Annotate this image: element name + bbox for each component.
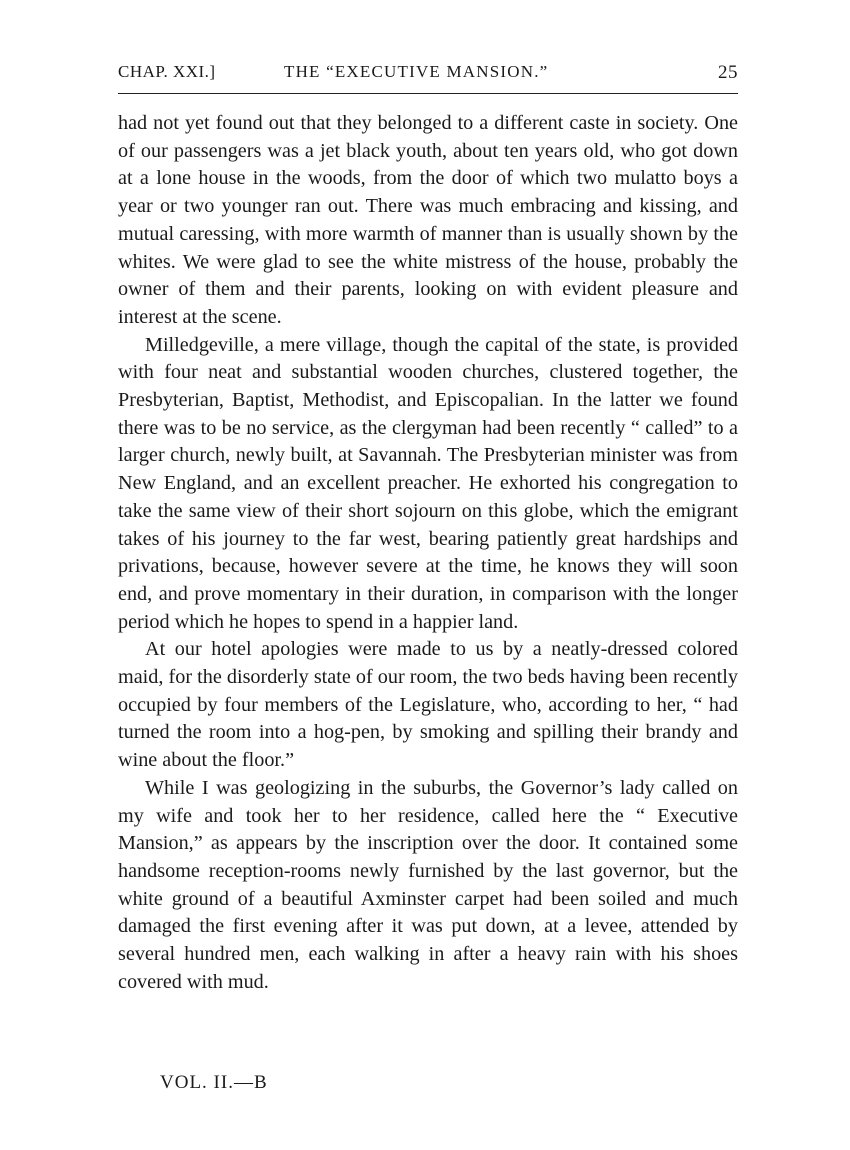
running-head <box>118 62 738 90</box>
body-text <box>118 110 738 997</box>
header-rule <box>118 93 738 94</box>
page-number: 25 <box>718 62 738 83</box>
paragraph-milledgeville: Milledgeville, a mere village, though the capital of the state, is provided with four neat and substantial wooden churches, clustered together, the Presbyterian, Baptist, Methodist, and Episcopalian. In the latter we found there was to be no service, as the clergyman had been recently “ called” to a larger church, newly built, at Savannah. The Presbyterian minister was from New England, and an excellent preacher. He exhorted his congregation to take the same view of their short sojourn on this globe, which the emigrant takes of his journey to the far west, bearing patiently great hardships and privations, because, however severe at the time, he knows they will soon end, and prove momentary in their duration, in comparison with the longer period which he hopes to spend in a happier land. <box>118 333 738 633</box>
running-title: THE “EXECUTIVE MANSION.” <box>284 62 549 81</box>
paragraph-hotel: At our hotel apologies were made to us by a neatly-dressed colored maid, for the disorderly state of our room, the two beds having been recently occupied by four members of the Legislature, who, according to her, “ had turned the room into a hog-pen, by smoking and spilling their brandy and wine about the floor.” <box>118 638 738 772</box>
chapter-label: CHAP. XXI.] <box>118 62 216 81</box>
signature-mark: VOL. II.—B <box>160 1072 268 1093</box>
paragraph-continued: had not yet found out that they belonged to a different caste in society. One of our passengers was a jet black youth, about ten years old, who got down at a lone house in the woods, from the door of which two mulatto boys a year or two younger ran out. There was much embracing and kissing, and mutual caressing, with more warmth of manner than is usually shown by the whites. We were glad to see the white mistress of the house, probably the owner of them and their parents, looking on with evident pleasure and interest at the scene. <box>118 112 738 328</box>
paragraph-executive-mansion: While I was geologizing in the suburbs, the Governor’s lady called on my wife and took her to her residence, called here the “ Executive Mansion,” as appears by the inscription over the door. It contained some handsome reception-rooms newly furnished by the last governor, but the white ground of a beautiful Axminster carpet had been soiled and much damaged the first evening after it was put down, at a levee, attended by several hundred men, each walking in after a heavy rain with his shoes covered with mud. <box>118 776 738 993</box>
